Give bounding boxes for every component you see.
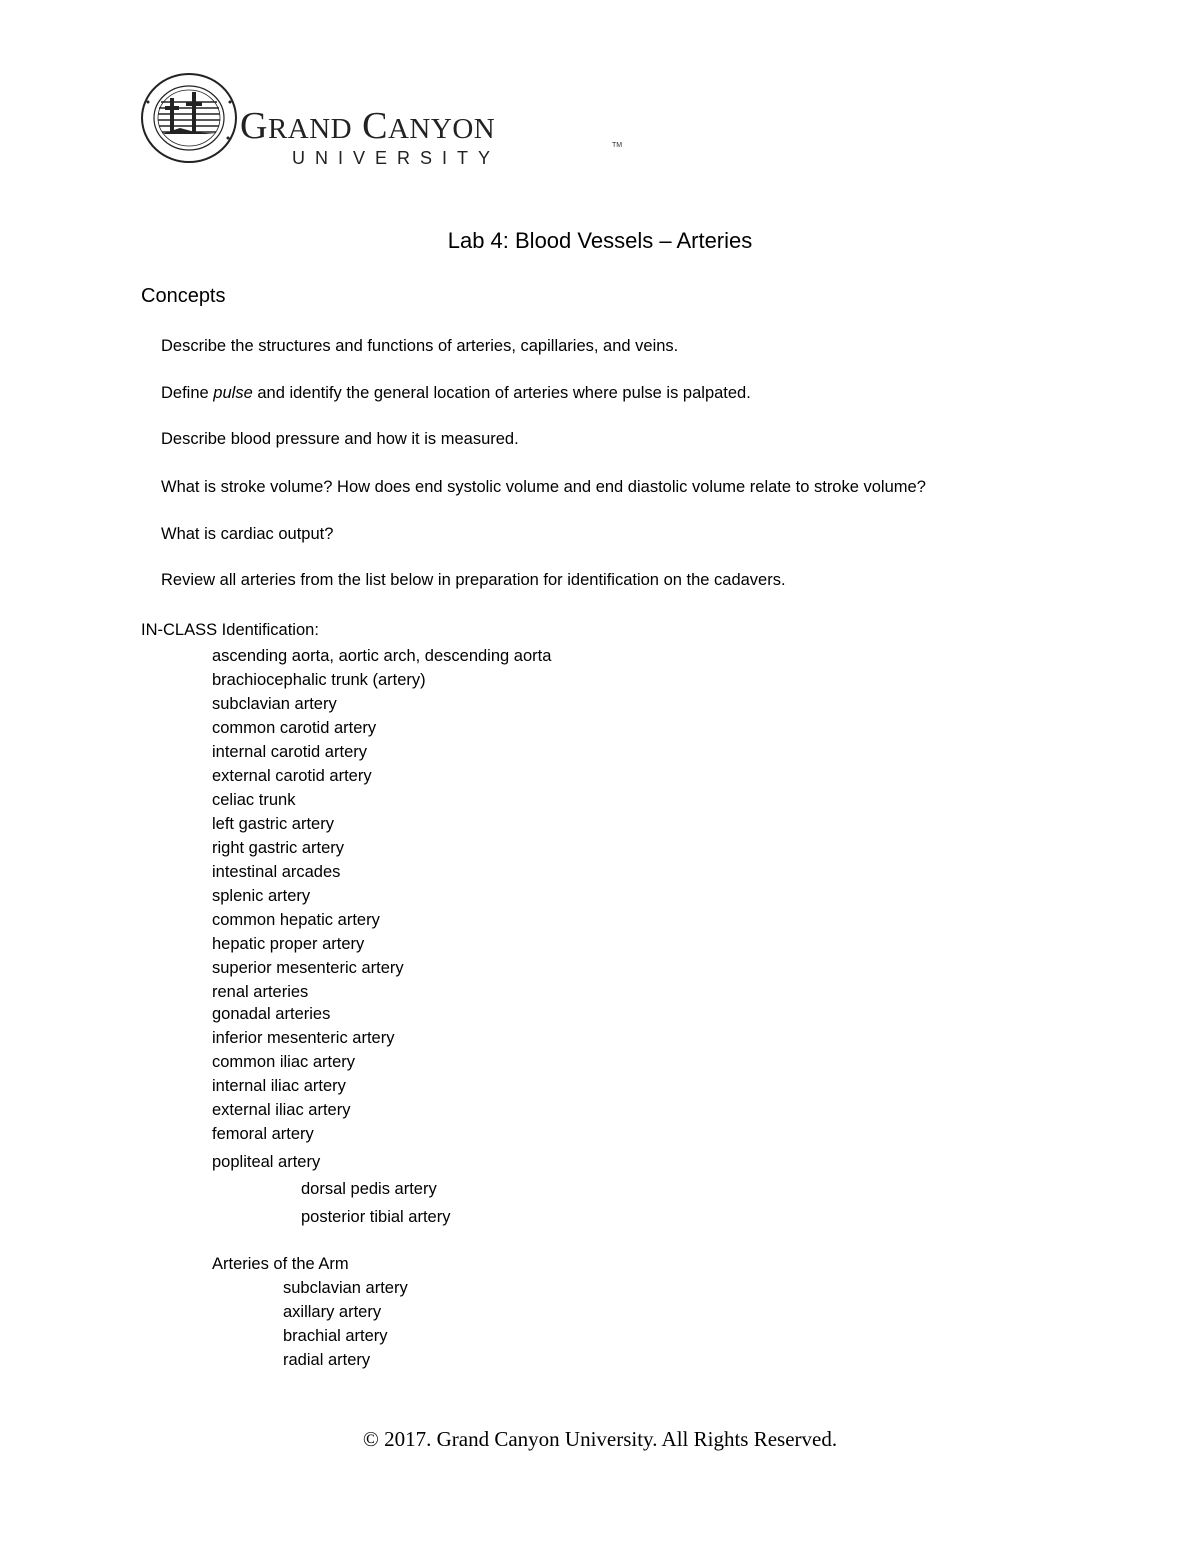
- concept-item: What is stroke volume? How does end systolic volume and end diastolic volume relate to stroke volume?: [161, 478, 926, 496]
- concept-item: Describe blood pressure and how it is measured.: [161, 430, 519, 448]
- wordmark-university: UNIVERSITY: [292, 148, 501, 168]
- university-logo: [140, 72, 623, 168]
- artery-item: femoral artery: [212, 1125, 314, 1143]
- inclass-heading: IN-CLASS Identification:: [141, 621, 319, 639]
- artery-item: common iliac artery: [212, 1053, 356, 1071]
- artery-item: internal iliac artery: [212, 1077, 346, 1095]
- artery-item: hepatic proper artery: [212, 935, 365, 953]
- artery-item: right gastric artery: [212, 839, 345, 857]
- concept-item-pulse: [161, 384, 751, 403]
- artery-item: splenic artery: [212, 887, 311, 905]
- trademark-mark: TM: [612, 142, 623, 149]
- artery-item: inferior mesenteric artery: [212, 1029, 395, 1047]
- concept-item: Describe the structures and functions of arteries, capillaries, and veins.: [161, 337, 679, 355]
- define-word: Define: [161, 384, 209, 402]
- artery-item: left gastric artery: [212, 815, 334, 833]
- artery-item: subclavian artery: [212, 695, 337, 713]
- artery-item: gonadal arteries: [212, 1005, 331, 1023]
- artery-item: celiac trunk: [212, 791, 296, 809]
- artery-subitem: posterior tibial artery: [301, 1208, 451, 1226]
- artery-item: common hepatic artery: [212, 911, 380, 929]
- concept-item: What is cardiac output?: [161, 525, 334, 543]
- artery-item: renal arteries: [212, 983, 309, 1001]
- concept-item-text: and identify the general location of arteries where pulse is palpated.: [257, 384, 751, 402]
- artery-item: superior mesenteric artery: [212, 959, 404, 977]
- concept-item: Review all arteries from the list below in preparation for identification on the cadavers.: [161, 571, 786, 589]
- page-title: Lab 4: Blood Vessels – Arteries: [447, 228, 753, 253]
- arm-artery-item: radial artery: [283, 1351, 371, 1369]
- arm-arteries-heading: Arteries of the Arm: [212, 1255, 349, 1273]
- arm-artery-item: brachial artery: [283, 1327, 388, 1345]
- artery-item: common carotid artery: [212, 719, 377, 737]
- arm-artery-item: axillary artery: [283, 1303, 382, 1321]
- artery-item-popliteal: popliteal artery: [212, 1153, 321, 1171]
- university-seal-icon: [140, 72, 238, 164]
- wordmark-name: GRAND CANYON: [240, 105, 496, 147]
- arm-artery-item: subclavian artery: [283, 1279, 408, 1297]
- copyright-footer: © 2017. Grand Canyon University. All Rights Reserved.: [362, 1427, 838, 1451]
- artery-item: ascending aorta, aortic arch, descending aorta: [212, 647, 552, 665]
- artery-item: internal carotid artery: [212, 743, 367, 761]
- pulse-term: pulse: [213, 384, 253, 402]
- artery-item: external carotid artery: [212, 767, 372, 785]
- artery-item: brachiocephalic trunk (artery): [212, 671, 426, 689]
- artery-item: external iliac artery: [212, 1101, 351, 1119]
- artery-item: intestinal arcades: [212, 863, 341, 881]
- concepts-heading: Concepts: [141, 285, 226, 307]
- artery-subitem: dorsal pedis artery: [301, 1180, 437, 1198]
